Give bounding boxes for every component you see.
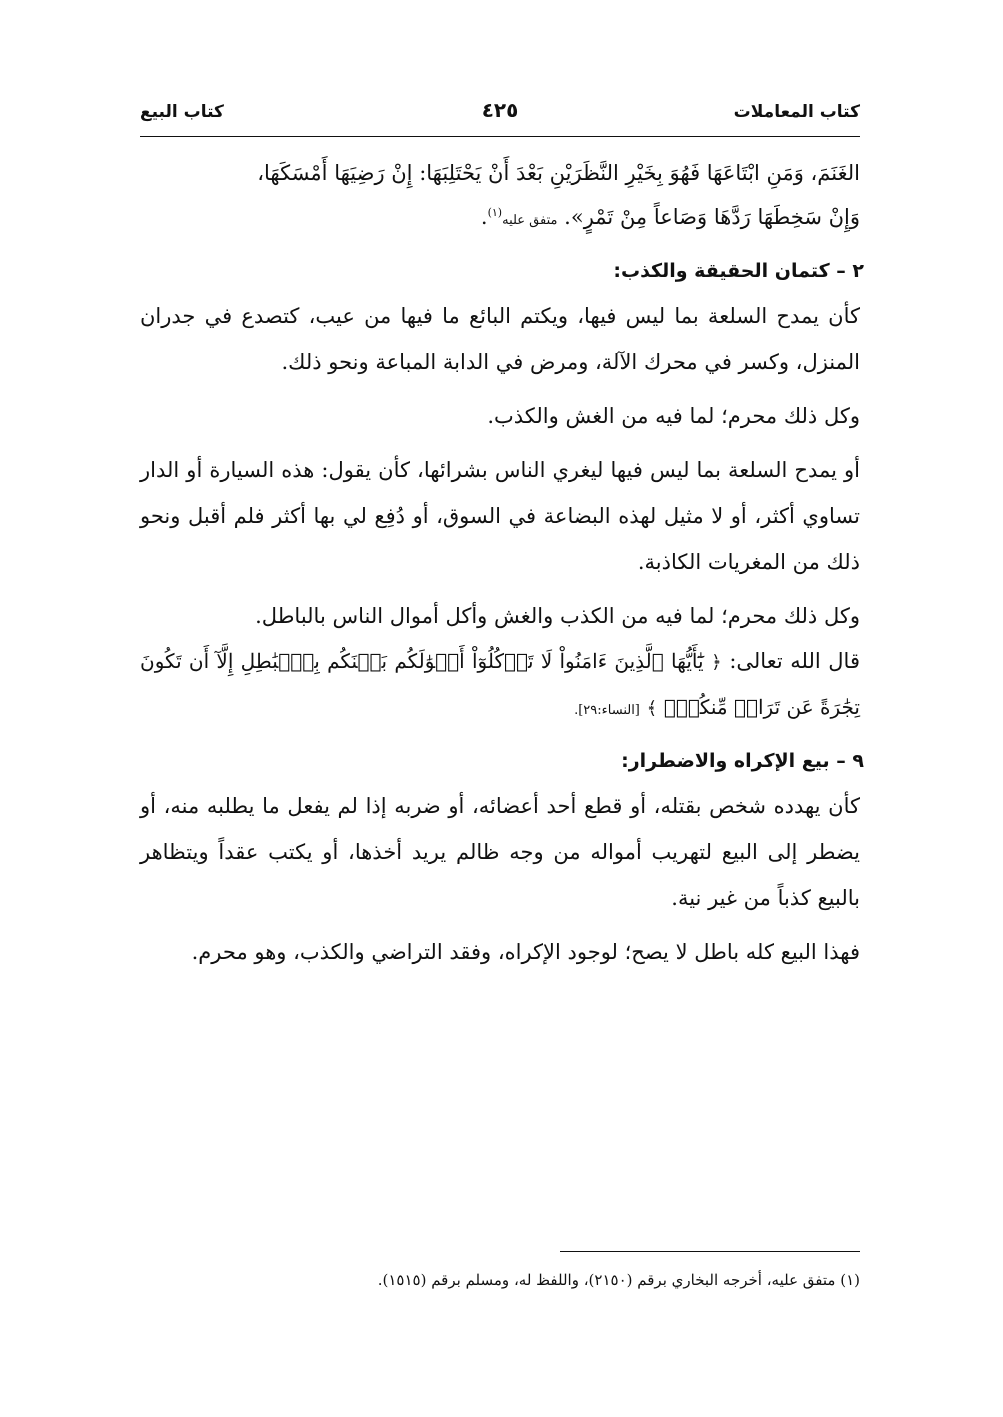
- quran-reference: [النساء:٢٩].: [574, 703, 640, 718]
- quran-intro: قال الله تعالى:: [729, 649, 860, 673]
- section-heading-9: ٩ – بيع الإكراه والاضطرار:: [621, 750, 864, 772]
- paragraph-ruling-2: وكل ذلك محرم؛ لما فيه من الكذب والغش وأكل أموال الناس بالباطل.: [255, 604, 860, 628]
- paragraph-false-praise: أو يمدح السلعة بما ليس فيها ليغري الناس بشرائها، كأن يقول: هذه السيارة أو الدار تساوي أكثر، أو لا مثيل لهذه البضاعة في السوق، أو دُفِع لي بها أكثر فلم أقبل ونحو ذلك من المغريات الكاذبة.: [140, 458, 860, 574]
- quran-close-bracket: ﴾: [646, 698, 658, 719]
- hadith-source: متفق عليه: [502, 213, 558, 228]
- hadith-line-1: الغَنَمَ، وَمَنِ ابْتَاعَهَا فَهُوَ بِخَيْرِ النَّظَرَيْنِ بَعْدَ أَنْ يَحْتَلِبَهَا: إِنْ رَضِيَهَا أَمْسَكَهَا،: [257, 161, 860, 185]
- footnote-divider: [560, 1251, 860, 1252]
- quran-open-bracket: ﴿: [711, 652, 722, 673]
- hadith-line-2: [140, 195, 860, 243]
- quran-verse-paragraph: [140, 639, 860, 733]
- paragraph-concealment: كأن يمدح السلعة بما ليس فيها، ويكتم البائع ما فيها من عيب، كتصدع في جدران المنزل، وكسر في محرك الآلة، ومرض في الدابة المباعة ونحو ذلك.: [140, 304, 860, 374]
- paragraph-ruling-3: فهذا البيع كله باطل لا يصح؛ لوجود الإكراه، وفقد التراضي والكذب، وهو محرم.: [191, 940, 860, 964]
- hadith-end-stop: .: [480, 205, 488, 229]
- paragraph-ruling-1: وكل ذلك محرم؛ لما فيه من الغش والكذب.: [487, 404, 860, 428]
- quran-text: يَٰٓأَيُّهَا ٱلَّذِينَ ءَامَنُواْ لَا تَأۡكُلُوٓاْ أَمۡوَٰلَكُم بَيۡنَكُم بِٱلۡبَٰطِلِ إِلَّآ أَن تَكُونَ تِجَٰرَةً عَن تَرَاضٖ مِّنكُمۡۚ: [140, 649, 860, 719]
- running-header: [140, 96, 860, 137]
- footnote: (١) متفق عليه، أخرجه البخاري برقم (٢١٥٠)، واللفظ له، ومسلم برقم (١٥١٥).: [377, 1271, 860, 1289]
- book-page: [140, 96, 864, 1326]
- section-heading-8: ٢ – كتمان الحقيقة والكذب:: [613, 260, 864, 282]
- page-number: ٤٢٥: [481, 98, 519, 122]
- footnote-marker: (١): [487, 206, 503, 219]
- chapter-title: كتاب البيع: [140, 102, 224, 122]
- paragraph-coercion: كأن يهدده شخص بقتله، أو قطع أحد أعضائه، أو ضربه إذا لم يفعل ما يطلبه منه، أو يضطر إلى البيع لتهريب أمواله من وجه ظالم يريد أخذها، أو يكتب عقداً ويتظاهر بالبيع كذباً من غير نية.: [140, 794, 860, 910]
- book-title: كتاب المعاملات: [733, 102, 860, 122]
- hadith-text: وَإِنْ سَخِطَهَا رَدَّهَا وَصَاعاً مِنْ تَمْرٍ».: [564, 205, 860, 229]
- page-body: [140, 151, 864, 975]
